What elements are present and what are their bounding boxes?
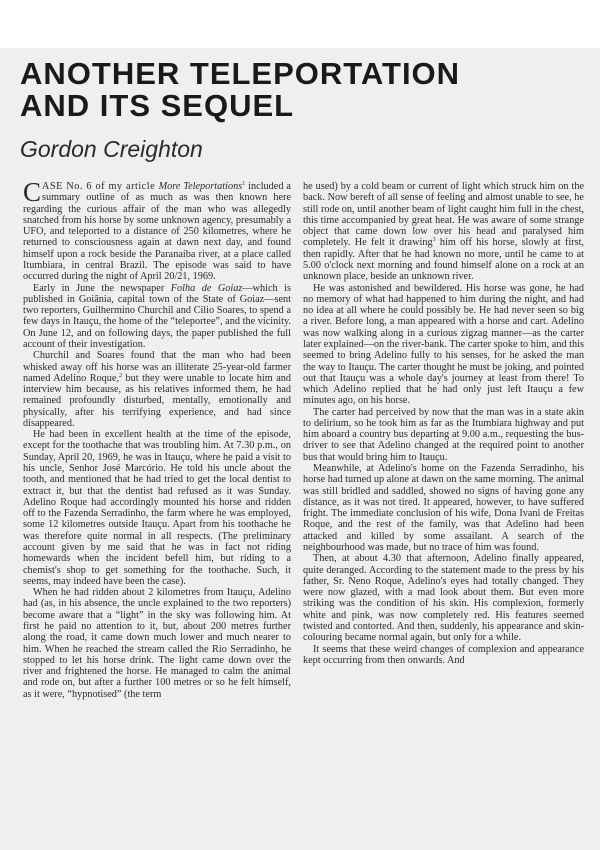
footnote-marker: 2 [119,372,123,379]
paragraph-continued: he used) by a cold beam or current of light which struck him on the back. Now bereft of all sense of feeling and almost unable to see, he still rode on, until another beam of light caught him full in the chest, this time accompanied by great heat. He was aware of some strange object that came down low over his head and paralysed him completely. He felt it drawing$^3$ him off his horse, slowly at first, then rapidly. After that he had known no more, until he came to at 5.00 o'clock next morning and found himself alone on a rock at an unknown place, beside an unknown river. [303,181,584,283]
paragraph: When he had ridden about 2 kilometres from Itauçu, Adelino had (as, in his absence, the uncle explained to the two reporters) become aware that a “light” in the sky was following him. At first he paid no attention to it, but, about 200 metres further along the road, it came down much lower and much nearer to him. When he reached the stream called the Rio Serradinho, he stopped to let his horse drink. The light came down over the river and frightened the horse. He managed to calm the animal and rode on, but after a further 100 metres or so he felt himself, as it were, “hypnotised” (the term [23,587,291,700]
article-reference: More Teleportations [158,181,243,192]
paragraph: He was astonished and bewildered. His horse was gone, he had no memory of what had happened to him during the night, and had no idea at all where he could possibly be. He had never seen so big a river. Before long, a man appeared with a horse and cart. Adelino was now walking along in a curious zigzag manner—as the carter later explained—on the river-bank. The carter spoke to him, and this seemed to bring Adelino fully to his senses, for he asked the man the way to Itauçu. The carter thought he must be joking, and pointed out that Itauçu was a whole day's journey at least from there! To which Adelino replied that he had only just left Itauçu a few minutes ago, on his horse. [303,282,584,407]
right-column [303,181,584,666]
paragraph: He had been in excellent health at the time of the episode, except for the toothache that was troubling him. At 7.30 p.m., on Sunday, April 20, 1969, he was in Itauçu, where he paid a visit to his uncle, Senhor José Marcório. He told his uncle about the tooth, and mentioned that he had tried to get the local dentist to extract it, but that the dentist had refused as it was Sunday. Adelino Roque had accordingly mounted his horse and ridden off to the Fazenda Serradinho, the farm where he was employed, some 12 kilometres outside Itauçu. Apart from his toothache he was therefore quite normal in all respects. (The preliminary account given by me said that he was in fact not riding homewards when the incident befell him, but riding to a chemist's shop to get something for the toothache. Such, it seems, may indeed have been the case). [23,429,291,587]
newspaper-name: Folha de Goiaz [170,282,243,294]
author-byline: Gordon Creighton [20,136,203,162]
footnote-marker: 1 [242,181,246,187]
title-line-1: ANOTHER TELEPORTATION [20,56,461,91]
paragraph: CASE No. 6 of my article More Teleportations$^1$ included a summary outline of as much as was then known here regarding the curious affair of the man who was allegedly snatched from his horse by some unknown agency, presumably a UFO, and teleported to a distance of 250 kilometres, where he returned to consciousness again at dawn next day, and found himself upon a rock beside the Paranaíba river, at a place called Itumbiara, in central Brazil. The episode was said to have occurred during the night of April 20/21, 1969. [23,177,291,283]
footnote-marker: 3 [432,237,436,244]
paragraph: Early in June the newspaper Folha de Goiaz—which is published in Goiânia, capital town of the State of Goiaz—sent two reporters, Guilhermino Churchil and Cilio Soares, to spend a few days in Itauçu, the home of the “teleportee”, and the vicinity. On June 12, and on following days, the paper published the full account of their investigation. [23,282,291,350]
paragraph: Churchil and Soares found that the man who had been whisked away off his horse was an illiterate 25-year-old farmer named Adelino Roque,$^2$ but they were unable to locate him and interview him because, as his relatives informed them, he had remained profoundly disturbed, mentally, emotionally and physically, after his terrifying experience, and had since disappeared. [23,350,291,429]
drop-cap: C [23,177,42,207]
article-title [20,58,460,122]
paragraph: Then, at about 4.30 that afternoon, Adelino finally appeared, quite deranged. According to the statement made to the press by his father, Sr. Neno Roque, Adelino's eyes had totally changed. They were now glazed, with a mad look about them. But even more striking was the condition of his skin. His complexion, formerly white and pink, was now completely red. His features seemed twisted and contorted. And then, suddenly, his appearance and skin-colouring became normal again, but only for a while. [303,553,584,644]
title-line-2: AND ITS SEQUEL [20,88,295,123]
paragraph: Meanwhile, at Adelino's home on the Fazenda Serradinho, his horse had turned up alone at dawn on the same morning. The animal was still bridled and saddled, showed no signs of having gone any distance, as it was not tired. It appeared, however, to have suffered fright. The immediate conclusion of his wife, Dona Ivani de Freitas Roque, and the rest of the family, was that Adelino had been attacked and killed by some assailant. A search of the neighbourhood was made, but no trace of him was found. [303,463,584,553]
left-column [23,177,291,700]
paragraph: The carter had perceived by now that the man was in a state akin to delirium, so he took him as far as the Itumbiara highway and put him aboard a country bus departing at 9.00 a.m., requesting the bus-driver to see that Adelino changed at the required point to another bus that would bring him to Itauçu. [303,406,584,463]
paragraph: It seems that these weird changes of complexion and appearance kept occurring from then onwards. And [303,643,584,666]
